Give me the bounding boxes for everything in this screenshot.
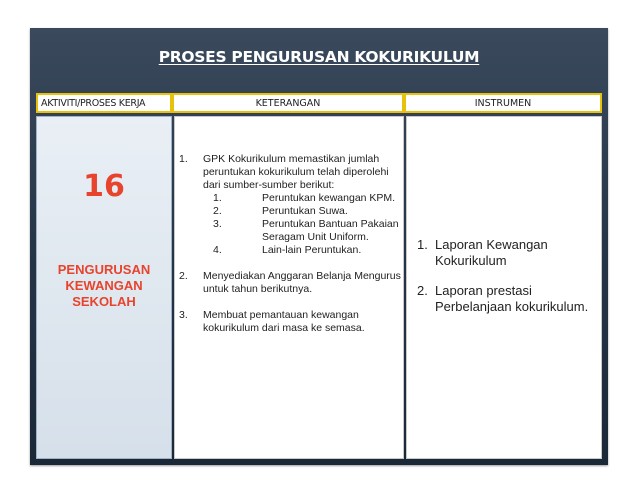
sub-item-text: Lain-lain Peruntukan. <box>262 244 362 256</box>
sub-list <box>203 192 403 257</box>
sub-item-number: 2. <box>213 205 222 217</box>
sub-list-item <box>179 192 403 205</box>
keterangan-list <box>179 153 403 348</box>
list-item-text: Menyediakan Anggaran Belanja Mengurus untuk tahun berikutnya. <box>203 270 401 295</box>
list-item <box>179 153 403 257</box>
header-activity: AKTIVITI/PROSES KERJA <box>36 93 172 113</box>
list-item <box>417 237 601 268</box>
header-instrumen: INSTRUMEN <box>404 93 602 113</box>
instrumen-cell <box>406 116 602 459</box>
list-item-text: GPK Kokurikulum memastikan jumlah peruntukan kokurikulum telah diperolehi dari sumber-sumber berikut: <box>203 153 389 191</box>
list-item-number: 1. <box>417 237 428 252</box>
list-item <box>179 270 403 296</box>
sub-item-number: 3. <box>213 218 222 230</box>
sub-list-item <box>179 205 403 218</box>
keterangan-cell <box>174 116 404 459</box>
list-item-text: Membuat pemantauan kewangan kokurikulum dari masa ke semasa. <box>203 309 365 334</box>
activity-name: PENGURUSAN KEWANGAN SEKOLAH <box>57 262 151 309</box>
slide-title: PROSES PENGURUSAN KOKURIKULUM <box>158 48 480 66</box>
activity-number: 16 <box>83 169 125 204</box>
activity-cell <box>36 116 172 459</box>
header-keterangan: KETERANGAN <box>172 93 404 113</box>
list-item-number: 1. <box>179 153 188 165</box>
list-item-number: 3. <box>179 309 188 321</box>
sub-list-item <box>179 244 403 257</box>
list-item-text: Laporan Kewangan Kokurikulum <box>435 237 548 268</box>
list-item-text: Laporan prestasi Perbelanjaan kokurikulum. <box>435 283 589 314</box>
slide <box>30 28 608 465</box>
sub-list-item <box>179 218 403 244</box>
sub-item-text: Peruntukan Bantuan Pakaian Seragam Unit Uniform. <box>262 218 399 243</box>
list-item <box>179 309 403 335</box>
sub-item-text: Peruntukan Suwa. <box>262 205 348 217</box>
sub-item-text: Peruntukan kewangan KPM. <box>262 192 396 204</box>
instrumen-list <box>417 237 601 329</box>
list-item-number: 2. <box>417 283 428 298</box>
sub-item-number: 1. <box>213 192 222 204</box>
sub-item-number: 4. <box>213 244 222 256</box>
list-item-number: 2. <box>179 270 188 282</box>
list-item <box>417 283 601 314</box>
